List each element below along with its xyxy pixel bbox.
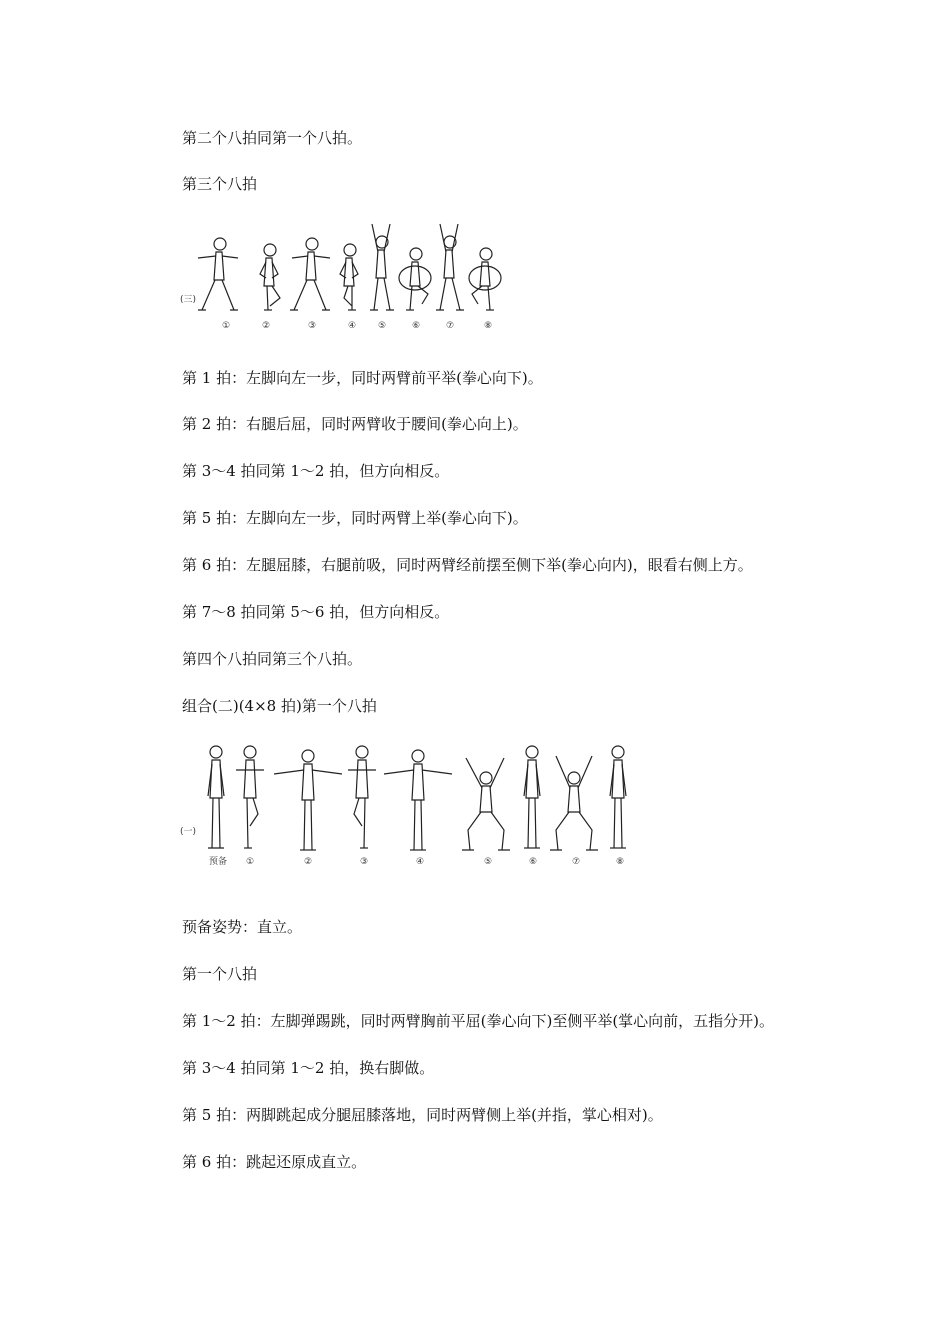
step-label: ⑦ [445, 321, 455, 331]
text-line-3: 第 1 拍：左脚向左一步，同时两臂前平举(拳心向下)。 [182, 369, 543, 387]
step-label: ① [221, 321, 231, 331]
dancer-figure [550, 756, 598, 850]
text-line-15: 第 5 拍：两脚跳起成分腿屈膝落地，同时两臂侧上举(并指，掌心相对)。 [182, 1106, 663, 1124]
step-label: ④ [415, 857, 425, 867]
figure-section-label: (三) [180, 295, 197, 305]
exercise-figure-one [178, 738, 638, 872]
dancer-figure [469, 248, 501, 310]
text-line-2: 第三个八拍 [182, 175, 258, 193]
step-label: ④ [347, 321, 357, 331]
dancer-figure [384, 750, 452, 850]
dancer-figure [399, 248, 431, 310]
text-line-4: 第 2 拍：右腿后屈，同时两臂收于腰间(拳心向上)。 [182, 415, 528, 433]
text-line-16: 第 6 拍：跳起还原成直立。 [182, 1153, 367, 1171]
text-line-9: 第四个八拍同第三个八拍。 [182, 650, 363, 668]
text-line-12: 第一个八拍 [182, 965, 258, 983]
figure-section-label: (一) [180, 827, 197, 837]
step-label: ⑧ [615, 857, 625, 867]
dancer-figure [524, 746, 540, 848]
dancer-figure [610, 746, 626, 848]
exercise-figure-three [178, 212, 518, 336]
step-label: ⑤ [483, 857, 493, 867]
text-line-13: 第 1～2 拍：左脚弹踢跳，同时两臂胸前平屈(拳心向下)至侧平举(掌心向前，五指分开)。 [182, 1012, 775, 1030]
step-label: ⑧ [483, 321, 493, 331]
dancer-figure [260, 244, 280, 310]
text-line-10: 组合(二)(4×8 拍)第一个八拍 [182, 697, 377, 715]
text-line-6: 第 5 拍：左脚向左一步，同时两臂上举(拳心向下)。 [182, 509, 528, 527]
dancer-figure [274, 750, 342, 850]
step-label: ③ [359, 857, 369, 867]
text-line-14: 第 3～4 拍同第 1～2 拍，换右脚做。 [182, 1059, 435, 1077]
step-label: ⑥ [528, 857, 538, 867]
dancer-figure [198, 238, 238, 310]
text-line-8: 第 7～8 拍同第 5～6 拍，但方向相反。 [182, 603, 450, 621]
text-line-1: 第二个八拍同第一个八拍。 [182, 129, 363, 147]
dancer-figure [236, 746, 264, 848]
step-label: ① [245, 857, 255, 867]
dancer-figure [370, 224, 394, 310]
dancer-figure [340, 244, 358, 310]
dancer-figure [348, 746, 376, 848]
dancer-figure [462, 758, 510, 850]
step-label: ② [303, 857, 313, 867]
dancer-figure [436, 224, 464, 310]
dancer-figure [208, 746, 224, 848]
text-line-5: 第 3～4 拍同第 1～2 拍，但方向相反。 [182, 462, 450, 480]
dancer-figure [290, 238, 330, 310]
text-line-11: 预备姿势：直立。 [182, 918, 303, 936]
step-label: ② [261, 321, 271, 331]
step-label: ⑥ [411, 321, 421, 331]
step-label: ⑦ [571, 857, 581, 867]
step-label: ③ [307, 321, 317, 331]
step-label: ⑤ [377, 321, 387, 331]
step-label: 预备 [208, 857, 228, 867]
text-line-7: 第 6 拍：左腿屈膝，右腿前吸，同时两臂经前摆至侧下举(拳心向内)，眼看右侧上方。 [182, 556, 753, 574]
